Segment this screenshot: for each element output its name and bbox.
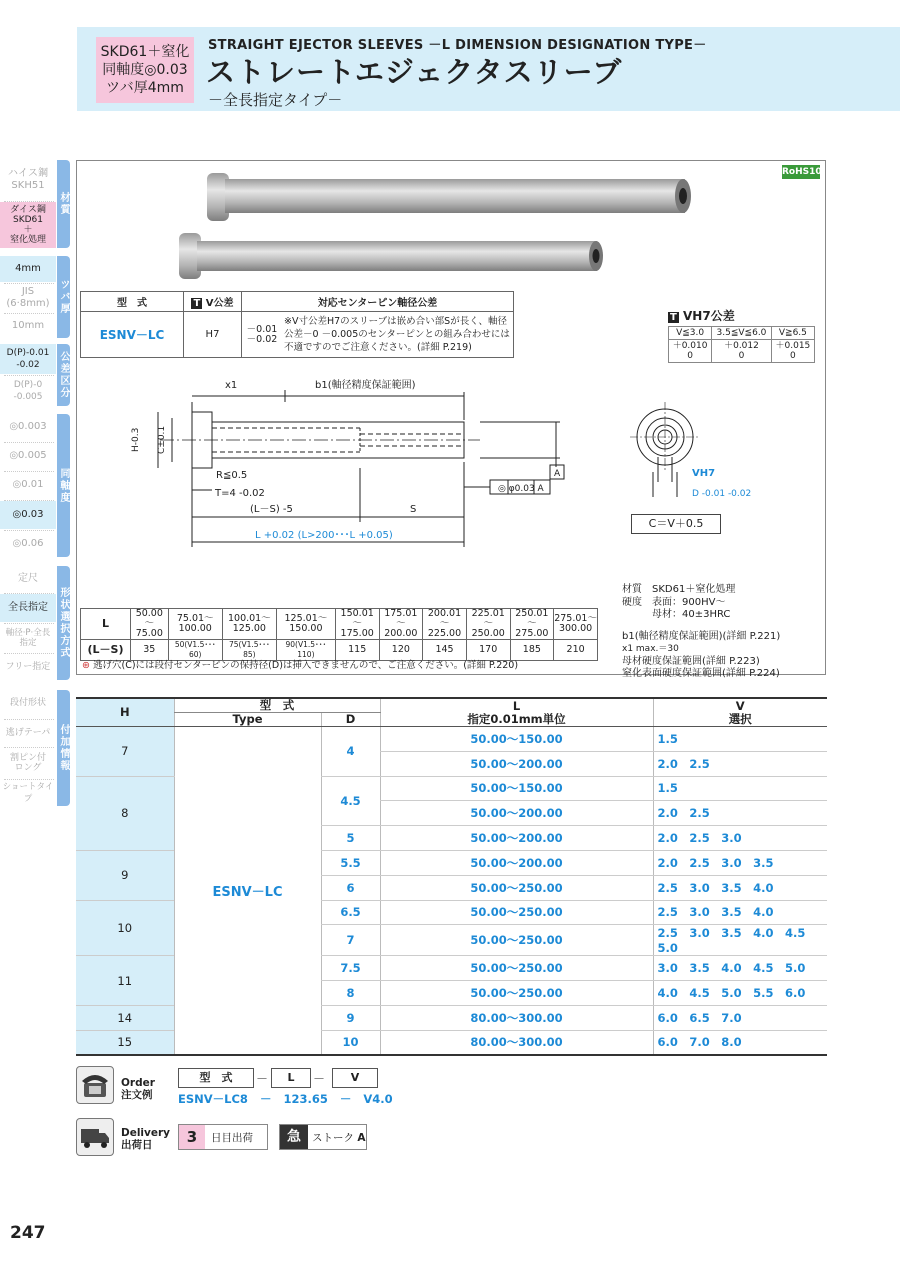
page-number: 247 [10, 1223, 46, 1243]
drawing-l: L +0.02 (L>200･･･L +0.05) [255, 530, 393, 541]
drawing-c: C±0.1 [157, 425, 167, 454]
cell-v: 2.5 3.0 3.5 4.0 [653, 900, 827, 925]
cell-h: 15 [76, 1030, 174, 1055]
sidebar-item-shaft-p-length[interactable]: 軸径·P·全長 指定 [5, 628, 51, 648]
cell-l: 50.00～150.00 [380, 727, 653, 752]
cell-l: 50.00～200.00 [380, 751, 653, 776]
vh7-upper-1: ＋0.010 [672, 341, 708, 351]
l-range-4: 125.01～ 150.00 [276, 609, 335, 640]
stroke-label: ストーク A [312, 1131, 366, 1144]
cell-v: 6.0 6.5 7.0 [653, 1005, 827, 1030]
order-dash-2: － [313, 1072, 326, 1086]
ls-value-3: 75(V1.5･･･85) [222, 640, 276, 661]
cell-v: 1.5 [653, 776, 827, 801]
cell-d: 8 [321, 981, 380, 1006]
badge-line-2: 同軸度◎0.03 [102, 62, 188, 78]
delivery-days: 3 [179, 1125, 205, 1149]
sidebar-item-relief-taper[interactable]: 逃げテーパ [5, 728, 51, 738]
base-hardness-note: 母材硬度保証範囲(詳細 P.223) [622, 655, 760, 667]
spec-header-pin-tol: 対応センターピン軸径公差 [242, 292, 514, 312]
drawing-h: H-0.3 [131, 427, 141, 452]
cell-h: 10 [76, 900, 174, 956]
sidebar-item-dp-005[interactable]: D(P)-0 -0.005 [13, 380, 43, 402]
order-box-l: L [271, 1068, 311, 1088]
badge-line-1: SKD61＋窒化 [100, 44, 190, 60]
order-example-dash-2: － [339, 1092, 352, 1106]
sidebar-tab-material: 材質 [57, 160, 70, 248]
vh7-head-1: V≦3.0 [669, 327, 712, 340]
col-type: Type [174, 713, 321, 727]
sidebar-item-10mm[interactable]: 10mm [11, 320, 45, 331]
l-range-10: 275.01～ 300.00 [554, 609, 598, 640]
l-range-1: 50.00～ 75.00 [131, 609, 169, 640]
sidebar-item-coax-006[interactable]: ◎0.06 [12, 538, 44, 549]
cell-d: 6.5 [321, 900, 380, 925]
material-line: 材質 SKD61＋窒化処理 [622, 584, 736, 595]
spec-tolerance: H7 [184, 312, 242, 358]
col-l: L 指定0.01mm単位 [380, 698, 653, 727]
sidebar-item-fixed-length[interactable]: 定尺 [18, 573, 38, 584]
ls-value-8: 170 [466, 640, 510, 661]
spec-note: ※V寸公差H7のスリーブは嵌め合い部Sが長く、軸径公差－0 －0.005のセンターピンとの組み合わせには不適ですのでご注意ください。(詳細 P.219) [284, 316, 510, 353]
spec-type: ESNV－LC [81, 312, 184, 358]
cell-l: 50.00～250.00 [380, 925, 653, 956]
end-view-drawing [630, 402, 752, 507]
sidebar-tab-additional-info: 付加情報 [57, 690, 70, 806]
spec-pin-tol: －0.01 －0.02 [246, 323, 278, 345]
cell-v: 4.0 4.5 5.0 5.5 6.0 [653, 981, 827, 1006]
cell-v: 2.5 3.0 3.5 4.0 [653, 875, 827, 900]
spec-badge [96, 37, 194, 103]
l-range-5: 150.01～ 175.00 [335, 609, 379, 640]
order-box-v: V [332, 1068, 378, 1088]
sidebar-item-skd61[interactable]: ダイス鋼 SKD61 ＋ 窒化処理 [0, 202, 56, 248]
cell-d: 7 [321, 925, 380, 956]
ls-value-5: 115 [335, 640, 379, 661]
x1-note: x1 max.＝30 [622, 644, 679, 654]
vh7-head-2: 3.5≦V≦6.0 [712, 327, 772, 340]
sleeve-photo [77, 161, 825, 289]
cell-l: 80.00～300.00 [380, 1005, 653, 1030]
l-dimension-table [80, 608, 598, 661]
technical-drawing [120, 372, 590, 552]
express-icon: 急 [280, 1125, 308, 1149]
l-range-6: 175.01～ 200.00 [379, 609, 423, 640]
cell-h: 8 [76, 776, 174, 850]
cell-v: 2.0 2.5 [653, 801, 827, 826]
product-table [76, 697, 827, 1056]
l-table-footnote: ⊛ 逃げ穴(C)には段付センターピンの保持径(D)は挿入できませんので、ご注意ください。(詳細 P.220) [82, 660, 519, 671]
page-title: ストレートエジェクタスリーブ [206, 55, 623, 89]
sidebar-tab-flange-thickness: ツバ厚 [57, 256, 70, 338]
cell-d: 5 [321, 826, 380, 851]
ls-value-9: 185 [510, 640, 554, 661]
delivery-days-label: 日目出荷 [211, 1131, 253, 1144]
cell-l: 50.00～150.00 [380, 776, 653, 801]
badge-line-3: ツバ厚4mm [106, 80, 184, 96]
sidebar-item-coax-001[interactable]: ◎0.01 [12, 479, 44, 490]
cell-l: 50.00～200.00 [380, 850, 653, 875]
cell-d: 4.5 [321, 776, 380, 826]
sidebar-item-4mm[interactable]: 4mm [0, 256, 56, 282]
cell-h: 14 [76, 1005, 174, 1030]
order-example-type: ESNV－LC8 [178, 1092, 248, 1106]
ls-value-2: 50(V1.5･･･60) [168, 640, 222, 661]
cell-type: ESNV－LC [174, 727, 321, 1056]
cv-formula: C＝V＋0.5 [631, 514, 721, 534]
l-range-9: 250.01～ 275.00 [510, 609, 554, 640]
delivery-label: Delivery 出荷日 [121, 1127, 171, 1151]
cell-v: 2.0 2.5 3.0 [653, 826, 827, 851]
spec-header-vtol: T V公差 [184, 292, 242, 312]
l-range-7: 200.01～ 225.00 [423, 609, 467, 640]
col-h: H [76, 698, 174, 727]
order-example-v: V4.0 [363, 1092, 393, 1106]
l-range-3: 100.01～ 125.00 [222, 609, 276, 640]
b1-note: b1(軸径精度保証範囲)(詳細 P.221) [622, 630, 781, 642]
cell-h: 9 [76, 850, 174, 900]
l-row-label: L [81, 609, 131, 640]
order-box-type: 型 式 [178, 1068, 254, 1088]
end-view-vh7: VH7 [692, 468, 716, 479]
sidebar-item-coax-0005[interactable]: ◎0.005 [9, 450, 47, 461]
order-example-l: 123.65 [283, 1092, 328, 1106]
sidebar-item-short[interactable]: ショートタイプ [2, 782, 54, 804]
sidebar-item-skh51[interactable]: ハイス鋼 SKH51 [8, 168, 48, 191]
order-label: Order 注文例 [121, 1077, 155, 1101]
l-range-8: 225.01～ 250.00 [466, 609, 510, 640]
col-type-group: 型 式 [174, 698, 380, 713]
truck-icon [76, 1118, 114, 1156]
sidebar-tab-tolerance: 公差区分 [57, 344, 70, 406]
ls-value-1: 35 [131, 640, 169, 661]
title-english: STRAIGHT EJECTOR SLEEVES －L DIMENSION DESIGNATION TYPE－ [208, 38, 707, 53]
vh7-lower-1: 0 [687, 351, 693, 361]
sidebar-item-coax-0003[interactable]: ◎0.003 [9, 421, 47, 432]
spec-header-type: 型 式 [81, 292, 184, 312]
drawing-s: S [410, 504, 417, 515]
cell-d: 5.5 [321, 850, 380, 875]
order-dash-1: － [256, 1072, 269, 1086]
page-subtitle: －全長指定タイプ－ [208, 91, 343, 109]
phone-icon [76, 1066, 114, 1104]
ls-value-10: 210 [554, 640, 598, 661]
drawing-coax: ◎ φ0.03 A [498, 484, 544, 494]
product-image-box [76, 160, 826, 290]
drawing-datum: A [554, 469, 561, 479]
cell-d: 10 [321, 1030, 380, 1055]
express-stroke-box [279, 1124, 367, 1150]
nitride-hardness-note: 窒化表面硬度保証範囲(詳細 P.224) [622, 668, 780, 679]
end-view-d: D -0.01 -0.02 [692, 489, 752, 499]
sidebar-item-coax-003[interactable]: ◎0.03 [0, 501, 56, 529]
cell-v: 2.0 2.5 [653, 751, 827, 776]
col-d: D [321, 713, 380, 727]
ls-value-6: 120 [379, 640, 423, 661]
material-notes [622, 584, 822, 681]
rohs-badge: RoHS10 [782, 167, 822, 177]
vh7-head-3: V≧6.5 [771, 327, 814, 340]
cell-d: 7.5 [321, 956, 380, 981]
ls-value-7: 145 [423, 640, 467, 661]
sidebar-item-full-length[interactable]: 全長指定 [0, 594, 56, 622]
drawing-t: T=4 -0.02 [215, 488, 265, 499]
table-row [76, 727, 827, 752]
cell-l: 50.00～200.00 [380, 826, 653, 851]
drawing-b1: b1(軸径精度保証範囲) [315, 380, 416, 391]
vh7-table [668, 326, 815, 363]
delivery-days-box [178, 1124, 268, 1150]
vh7-lower-3: 0 [790, 351, 796, 361]
vh7-upper-3: ＋0.015 [775, 341, 811, 351]
cell-h: 7 [76, 727, 174, 777]
hardness-line: 硬度 表面：900HV～ [622, 596, 726, 608]
cell-v: 6.0 7.0 8.0 [653, 1030, 827, 1055]
l-range-2: 75.01～ 100.00 [168, 609, 222, 640]
drawing-x1: x1 [225, 380, 238, 391]
ls-value-4: 90(V1.5･･･110) [276, 640, 335, 661]
cell-d: 9 [321, 1005, 380, 1030]
order-example-dash-1: － [259, 1092, 272, 1106]
base-hardness-line: 母材：40±3HRC [622, 609, 731, 620]
order-example [178, 1091, 393, 1107]
ls-row-label: (L－S) [81, 640, 131, 661]
drawing-ls: (L－S) -5 [250, 504, 293, 515]
sidebar-item-stepped[interactable]: 段付形状 [9, 698, 46, 708]
sidebar-tab-shape-selection: 形状選択方式 [57, 566, 70, 680]
sidebar-item-dp-01[interactable]: D(P)-0.01 -0.02 [0, 344, 56, 374]
cell-v: 1.5 [653, 727, 827, 752]
cell-v: 2.0 2.5 3.0 3.5 [653, 850, 827, 875]
vh7-upper-2: ＋0.012 [724, 341, 759, 351]
cell-l: 50.00～250.00 [380, 956, 653, 981]
col-v: V 選択 [653, 698, 827, 727]
vh7-lower-2: 0 [738, 351, 745, 361]
sidebar-tab-coaxiality: 同軸度 [57, 414, 70, 557]
cell-l: 50.00～250.00 [380, 875, 653, 900]
cell-l: 50.00～250.00 [380, 981, 653, 1006]
cell-l: 50.00～200.00 [380, 801, 653, 826]
sidebar-item-jis[interactable]: JIS (6·8mm) [6, 286, 50, 309]
vh7-title: T VH7公差 [670, 309, 735, 323]
spec-table [80, 291, 514, 358]
cell-d: 4 [321, 727, 380, 777]
cell-h: 11 [76, 956, 174, 1006]
cell-l: 50.00～250.00 [380, 900, 653, 925]
sidebar-item-free[interactable]: フリー指定 [5, 662, 51, 672]
sidebar-item-split-pin-long[interactable]: 割ピン付 ロング [9, 753, 46, 773]
cell-l: 80.00～300.00 [380, 1030, 653, 1055]
cell-d: 6 [321, 875, 380, 900]
cell-v: 3.0 3.5 4.0 4.5 5.0 [653, 956, 827, 981]
cell-v: 2.5 3.0 3.5 4.0 4.5 5.0 [653, 925, 827, 956]
drawing-r: R≦0.5 [216, 470, 248, 481]
